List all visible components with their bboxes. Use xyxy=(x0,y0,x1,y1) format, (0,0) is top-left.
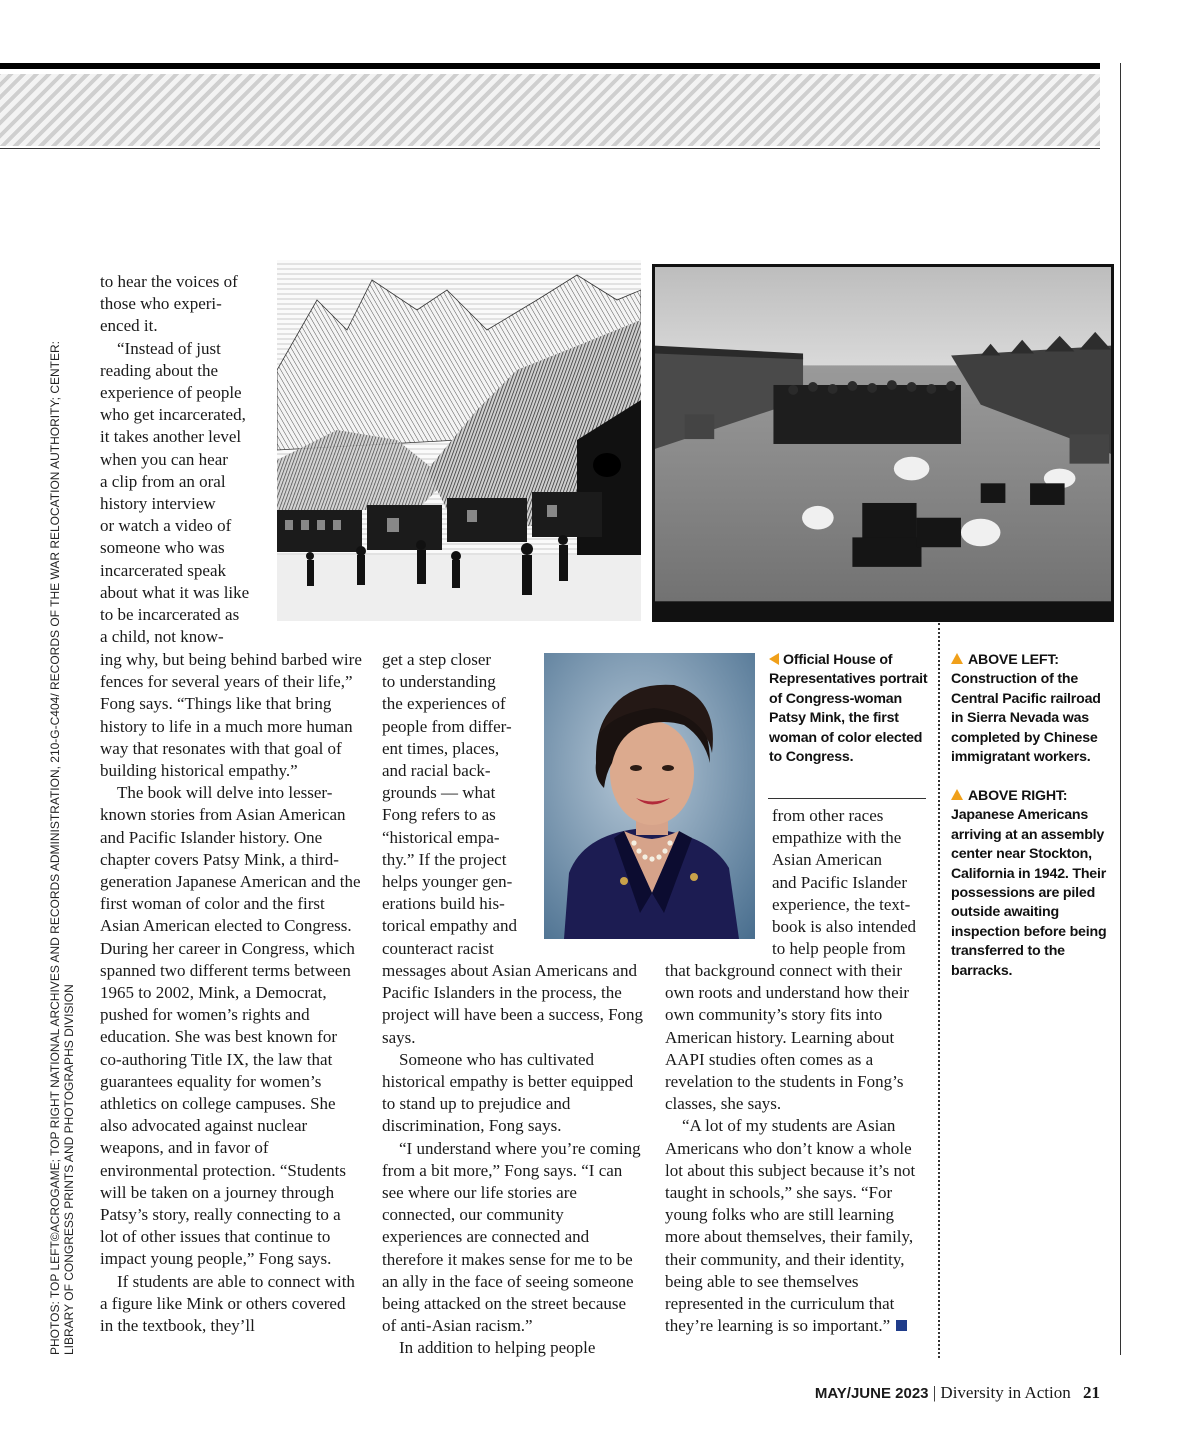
text-line: Asian American xyxy=(772,850,882,870)
caption-center-portrait: Official House of Representatives portrait of Congress-woman Patsy Mink, the first woman of color elected to Congress. xyxy=(769,652,928,766)
text-line: book is also intended xyxy=(772,917,917,937)
right-margin-rule xyxy=(1120,63,1121,1355)
text-line: experience, the text- xyxy=(772,894,911,914)
article-column-2-top xyxy=(382,649,540,960)
text-line: when you can hear xyxy=(100,449,228,469)
text-line: or watch a video of xyxy=(100,516,232,536)
text-line: grounds — what xyxy=(382,783,496,803)
text-line: and Pacific Islander xyxy=(772,872,907,892)
issue-date: MAY/JUNE 2023 xyxy=(814,1385,929,1402)
end-mark-icon xyxy=(896,1320,907,1331)
header-hatch-band xyxy=(0,74,1100,146)
text-line: who get incarcerated, xyxy=(100,405,246,425)
paragraph: “I understand where you’re coming from a bit more,” Fong says. “I can see where our life stories are connected, our community experiences are connected and therefore it makes sense for me to be an ally in the face of seeing someone being attacked on the street because of anti-Asian racism.” xyxy=(382,1138,641,1336)
magazine-name: Diversity in Action xyxy=(940,1383,1071,1402)
text-line: it takes another level xyxy=(100,427,242,447)
text-line: “Instead of just xyxy=(117,338,221,358)
article-column-3-top xyxy=(772,805,934,960)
caption-dotted-divider xyxy=(938,623,940,1358)
text-line: to understanding xyxy=(382,672,496,692)
paragraph: ing why, but being behind barbed wire fences for several years of their life,” Fong says. “Things like that bring history to life in a much more human way that resonates with that goal of building historical empathy.” xyxy=(100,650,362,781)
patsy-mink-portrait xyxy=(544,653,755,939)
text-line: thy.” If the project xyxy=(382,849,507,869)
arrow-up-icon xyxy=(951,653,963,664)
article-column-1-bottom xyxy=(100,649,362,1337)
paragraph: that background connect with their own roots and understand how their own community’s story fits into American history. Learning about AAPI studies often comes as a revelation to the students in Fong’s classes, she says. xyxy=(665,961,910,1114)
text-line: get a step closer xyxy=(382,650,492,669)
article-column-2-bottom xyxy=(382,960,644,1360)
text-line: people from differ- xyxy=(382,716,512,736)
paragraph: The book will delve into lesser-known stories from Asian American and Pacific Islander history. One chapter covers Patsy Mink, a third-generation Japanese American and the first woman of color and the first Asian American elected to Congress. During her career in Congress, which spanned two different terms between 1965 to 2002, Mink, a Democrat, pushed for women’s rights and education. She was best known for co-authoring Title IX, the law that guarantees equality for women’s athletics on college campuses. She also advocated against nuclear weapons, and in favor of environmental protection. “Students will be taken on a journey through Patsy’s story, really connecting to a lot of other issues that continue to impact young people,” Fong says. xyxy=(100,783,361,1269)
paragraph: If students are able to connect with a figure like Mink or others covered in the textbook, they’ll xyxy=(100,1271,355,1336)
arrow-left-icon xyxy=(769,653,779,665)
page-footer xyxy=(815,1383,1100,1403)
text-line: torical empathy and xyxy=(382,916,518,936)
text-line: to be incarcerated as xyxy=(100,605,240,625)
text-line: incarcerated speak xyxy=(100,560,226,580)
header-hatch-rule xyxy=(0,148,1100,149)
caption-divider xyxy=(768,798,926,799)
paragraph: In addition to helping people xyxy=(399,1338,596,1358)
photo-credit: PHOTOS: TOP LEFT©ACROGAME; TOP RIGHT NATIONAL ARCHIVES AND RECORDS ADMINISTRATION, 210-G-C404/ RECORDS OF THE WAR RELOCATION AUTHORITY; CENTER: LIBRARY OF CONGRESS PRINTS AND PHOTOGRAPHS DIVISION xyxy=(48,340,76,1355)
text-line: those who experi- xyxy=(100,294,222,314)
text-line: the experiences of xyxy=(382,694,506,714)
page-number: 21 xyxy=(1083,1383,1100,1402)
arrow-up-icon xyxy=(951,789,963,800)
text-line: from other races xyxy=(772,806,884,825)
text-line: someone who was xyxy=(100,538,225,558)
text-line: enced it. xyxy=(100,316,158,336)
caption-above-left: ABOVE LEFT: Construction of the Central Pacific railroad in Sierra Nevada was completed by Chinese immigratant workers. xyxy=(951,652,1101,766)
caption-above-right: ABOVE RIGHT: Japanese Americans arriving at an assembly center near Stockton, California in 1942. Their possessions are piled outside awaiting inspection before being transferred to the barracks. xyxy=(951,788,1107,979)
text-line: helps younger gen- xyxy=(382,872,513,892)
article-column-1-top xyxy=(100,271,270,648)
paragraph: messages about Asian Americans and Pacific Islanders in the process, the project will have been a success, Fong says. xyxy=(382,961,644,1047)
railroad-engraving-image xyxy=(277,260,641,621)
text-line: history interview xyxy=(100,494,216,514)
article-column-3-bottom xyxy=(665,960,927,1337)
text-line: to help people from xyxy=(772,939,906,959)
text-line: experience of people xyxy=(100,383,242,403)
assembly-center-photo xyxy=(652,264,1114,622)
text-line: Fong refers to as xyxy=(382,805,496,825)
text-line: a clip from an oral xyxy=(100,471,226,491)
text-line: erations build his- xyxy=(382,894,505,914)
paragraph: “A lot of my students are Asian Americans who don’t know a whole lot about this subject because it’s not taught in schools,” she says. “For young folks who are still learning more about themselves, their family, their community, and their identity, being able to see themselves represented in the curriculum that they’re learning is so important.” xyxy=(665,1116,916,1336)
text-line: a child, not know- xyxy=(100,627,224,647)
text-line: counteract racist xyxy=(382,938,494,958)
text-line: empathize with the xyxy=(772,828,902,848)
footer-separator: | xyxy=(932,1383,937,1402)
text-line: “historical empa- xyxy=(382,827,500,847)
text-line: ent times, places, xyxy=(382,738,500,758)
paragraph: Someone who has cultivated historical empathy is better equipped to stand up to prejudice and discrimination, Fong says. xyxy=(382,1049,634,1136)
text-line: about what it was like xyxy=(100,582,250,602)
text-line: reading about the xyxy=(100,360,219,380)
text-line: to hear the voices of xyxy=(100,272,238,291)
header-rule xyxy=(0,63,1100,69)
text-line: and racial back- xyxy=(382,761,491,781)
